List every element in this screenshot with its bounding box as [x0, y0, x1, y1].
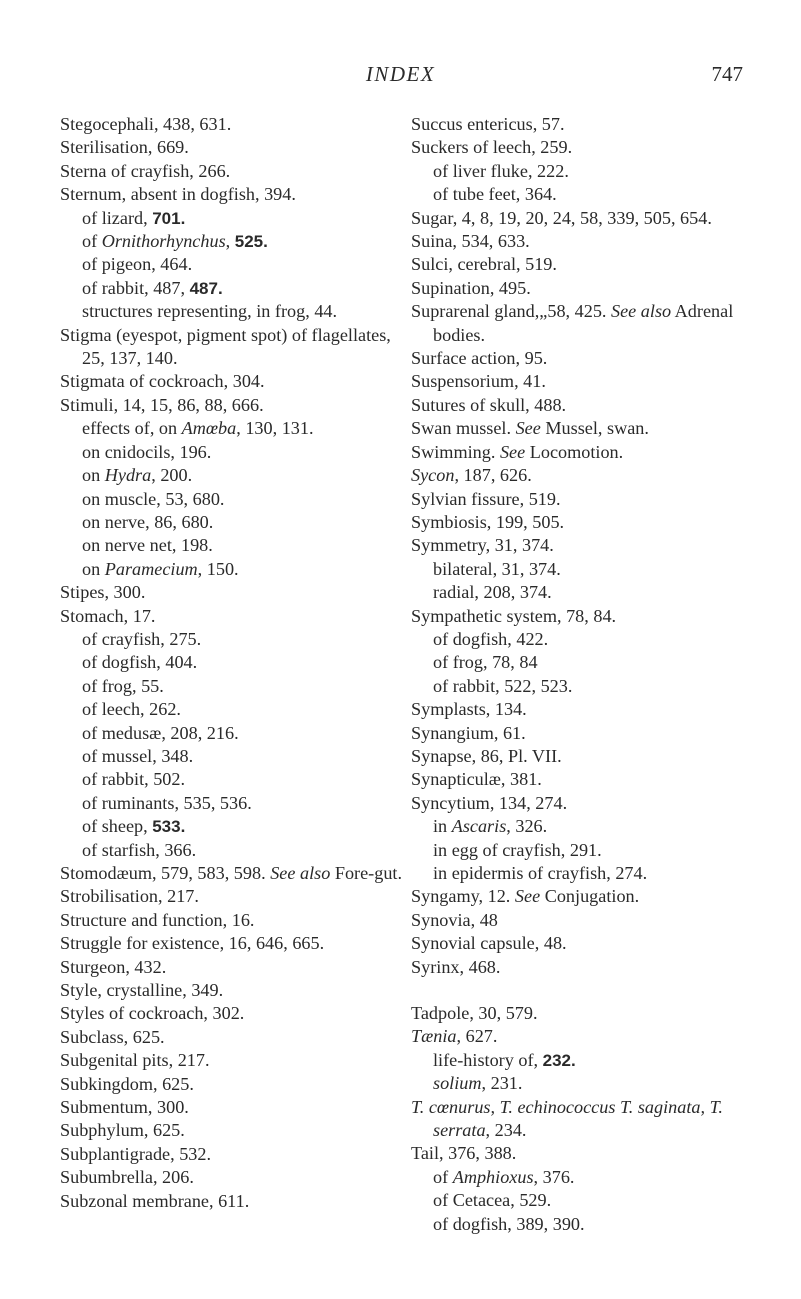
entry-italic-text: See: [514, 886, 541, 907]
entry-bold-page-ref: 232.: [542, 1050, 576, 1070]
index-entry: [60, 370, 410, 393]
entry-text: Tadpole, 30, 579.: [411, 1003, 538, 1024]
index-entry: [60, 909, 410, 932]
entry-after-text: , 234.: [485, 1120, 527, 1141]
index-entry: [411, 113, 761, 136]
entry-text: Sutures of skull, 488.: [411, 394, 567, 415]
entry-text: of leech, 262.: [82, 699, 181, 720]
entry-text: Stigma (eyespot, pigment spot) of flagellates, 25, 137, 140.: [60, 324, 391, 369]
entry-text: of frog, 55.: [82, 675, 164, 696]
index-entry: [60, 160, 410, 183]
entry-text: on muscle, 53, 680.: [82, 488, 225, 509]
entry-text: of starfish, 366.: [82, 839, 197, 860]
entry-text: Subkingdom, 625.: [60, 1073, 194, 1094]
entry-text: of Cetacea, 529.: [433, 1190, 552, 1211]
index-entry: [60, 862, 410, 885]
entry-after-text: Conjugation.: [540, 886, 640, 907]
entry-bold-page-ref: 533.: [152, 817, 186, 837]
entry-after-text: , 130, 131.: [236, 418, 314, 439]
entry-after-text: , 231.: [481, 1073, 523, 1094]
entry-italic-text: solium: [433, 1073, 482, 1094]
entry-text: in epidermis of crayfish, 274.: [433, 863, 648, 883]
entry-text: in: [433, 816, 452, 837]
index-entry: [411, 511, 761, 534]
entry-text: Stigmata of cockroach, 304.: [60, 371, 265, 392]
index-entry: [411, 464, 761, 487]
index-entry: [411, 885, 761, 908]
index-entry: [60, 1049, 410, 1072]
index-entry: [411, 488, 761, 511]
index-entry: [60, 768, 410, 791]
entry-text: Strobilisation, 217.: [60, 886, 199, 907]
entry-text: of: [433, 1166, 453, 1187]
entry-text: Succus entericus, 57.: [411, 114, 565, 134]
index-entry: [60, 1026, 410, 1049]
entry-text: bilateral, 31, 374.: [433, 558, 561, 579]
index-entry: [60, 1190, 410, 1213]
entry-text: Swan mussel.: [411, 418, 516, 439]
index-entry: [60, 230, 410, 253]
index-entry: [60, 979, 410, 1002]
index-entry: [60, 698, 410, 721]
index-entry: [411, 1189, 761, 1212]
entry-italic-text: Amœba: [181, 418, 237, 439]
index-entry: [411, 932, 761, 955]
entry-italic-text: Ascaris: [451, 816, 507, 837]
entry-italic-text: Amphioxus: [452, 1166, 534, 1187]
index-entry: [60, 675, 410, 698]
index-entry: [60, 605, 410, 628]
index-entry: [411, 183, 761, 206]
entry-text: effects of, on: [82, 418, 182, 439]
entry-text: of dogfish, 404.: [82, 652, 198, 673]
entry-text: Struggle for existence, 16, 646, 665.: [60, 933, 325, 954]
index-entry: [411, 675, 761, 698]
index-entry: [60, 324, 410, 371]
entry-text: of ruminants, 535, 536.: [82, 792, 252, 813]
entry-text: Structure and function, 16.: [60, 909, 255, 930]
entry-text: Sternum, absent in dogfish, 394.: [60, 184, 296, 205]
entry-italic-text: Hydra: [104, 465, 152, 486]
entry-bold-page-ref: 701.: [152, 208, 186, 228]
index-entry: [60, 488, 410, 511]
entry-text: life-history of,: [433, 1049, 543, 1070]
index-entry: [411, 441, 761, 464]
entry-text: of dogfish, 422.: [433, 628, 549, 649]
entry-text: Suckers of leech, 259.: [411, 137, 573, 158]
index-entry: [60, 722, 410, 745]
index-entry: [411, 253, 761, 276]
index-entry: [60, 1143, 410, 1166]
index-entry: [60, 558, 410, 581]
entry-text: of sheep,: [82, 816, 153, 837]
index-entry: [411, 558, 761, 581]
entry-text: on: [82, 465, 105, 486]
index-entry: [411, 1049, 761, 1072]
entry-after-text: , 200.: [151, 465, 193, 486]
entry-text: of crayfish, 275.: [82, 628, 202, 649]
entry-italic-text: T. cœnurus, T. echinococcus T. saginata, T. serrata: [411, 1096, 723, 1141]
entry-text: Style, crystalline, 349.: [60, 980, 224, 1001]
entry-italic-text: Tænia: [411, 1026, 457, 1047]
index-entry: [411, 698, 761, 721]
entry-text: Subumbrella, 206.: [60, 1167, 194, 1188]
entry-after-text: Adrenal bodies.: [433, 301, 734, 345]
entry-italic-text: See: [499, 441, 526, 462]
index-entry: [60, 932, 410, 955]
index-entry: [60, 277, 410, 300]
page-header: [0, 62, 801, 92]
entry-text: on nerve net, 198.: [82, 535, 213, 556]
entry-text: Stipes, 300.: [60, 582, 146, 603]
entry-text: Subplantigrade, 532.: [60, 1143, 212, 1164]
entry-text: Sugar, 4, 8, 19, 20, 24, 58, 339, 505, 654.: [411, 207, 712, 228]
entry-text: of liver fluke, 222.: [433, 160, 569, 181]
entry-after-text: , 187, 626.: [454, 465, 532, 486]
entry-text: in egg of crayfish, 291.: [433, 839, 602, 860]
index-entry: [411, 300, 761, 347]
entry-text: Syngamy, 12.: [411, 886, 515, 907]
entry-text: of lizard,: [82, 207, 153, 228]
entry-italic-text: See also: [611, 301, 672, 322]
index-entry: [60, 956, 410, 979]
index-entry: [411, 909, 761, 932]
entry-text: Sturgeon, 432.: [60, 956, 167, 977]
entry-text: of: [82, 231, 102, 252]
index-entry: [60, 441, 410, 464]
index-entry: [411, 628, 761, 651]
entry-text: Suprarenal gland,„58, 425.: [411, 301, 612, 322]
index-entry: [411, 722, 761, 745]
entry-text: on cnidocils, 196.: [82, 441, 212, 462]
index-entry: [411, 277, 761, 300]
entry-text: radial, 208, 374.: [433, 582, 552, 603]
index-entry: [411, 792, 761, 815]
index-entry: [60, 417, 410, 440]
index-entry: [411, 230, 761, 253]
entry-text: Supination, 495.: [411, 277, 531, 298]
index-entry: [411, 1213, 761, 1236]
entry-bold-page-ref: 487.: [189, 278, 223, 298]
index-entry: [60, 1073, 410, 1096]
entry-text: Submentum, 300.: [60, 1097, 189, 1118]
entry-after-text: Locomotion.: [525, 441, 624, 462]
entry-after-text: , 627.: [456, 1026, 498, 1047]
entry-text: of pigeon, 464.: [82, 254, 193, 275]
entry-text: Syncytium, 134, 274.: [411, 792, 568, 813]
entry-after-text: , 376.: [533, 1166, 575, 1187]
index-entry: [411, 839, 761, 862]
entry-text: Subzonal membrane, 611.: [60, 1190, 250, 1211]
index-entry: [411, 956, 761, 979]
entry-after-text: Mussel, swan.: [540, 418, 649, 439]
entry-text: Tail, 376, 388.: [411, 1143, 517, 1164]
entry-italic-text: Ornithorhynchus: [101, 231, 226, 252]
index-entry: [411, 417, 761, 440]
entry-text: Sterilisation, 669.: [60, 137, 189, 158]
index-entry: [411, 1166, 761, 1189]
entry-italic-text: See also: [270, 863, 331, 883]
entry-text: of tube feet, 364.: [433, 184, 557, 205]
index-entry: [60, 745, 410, 768]
entry-text: Syrinx, 468.: [411, 956, 501, 977]
page-number: 747: [711, 62, 743, 86]
entry-italic-text: Paramecium: [104, 558, 198, 579]
entry-text: of rabbit, 522, 523.: [433, 675, 573, 696]
entry-italic-text: Sycon: [411, 465, 455, 486]
index-entry: [60, 136, 410, 159]
entry-after-text: , 326.: [506, 816, 548, 837]
entry-after-text: Fore-gut.: [330, 863, 403, 883]
index-entry: [411, 651, 761, 674]
index-entry: [411, 815, 761, 838]
index-entry: [411, 1025, 761, 1048]
index-entry: [411, 136, 761, 159]
entry-text: Stimuli, 14, 15, 86, 88, 666.: [60, 394, 264, 415]
entry-text: Symmetry, 31, 374.: [411, 535, 554, 556]
index-entry: [60, 1096, 410, 1119]
entry-text: of dogfish, 389, 390.: [433, 1213, 585, 1234]
index-entry: [411, 1142, 761, 1165]
entry-text: Sylvian fissure, 519.: [411, 488, 561, 509]
entry-text: Symplasts, 134.: [411, 699, 527, 720]
index-entry: [60, 207, 410, 230]
index-entry: [411, 605, 761, 628]
entry-text: Stegocephali, 438, 631.: [60, 114, 232, 134]
index-entry: [60, 183, 410, 206]
entry-text: Stomodæum, 579, 583, 598.: [60, 863, 271, 883]
index-entry: [411, 160, 761, 183]
index-entry: [60, 300, 410, 323]
index-entry: [60, 253, 410, 276]
entry-text: Swimming.: [411, 441, 500, 462]
entry-text: of mussel, 348.: [82, 745, 194, 766]
entry-text: Subclass, 625.: [60, 1026, 165, 1047]
index-entry: [411, 581, 761, 604]
index-entry: [411, 394, 761, 417]
index-entry: [60, 581, 410, 604]
index-entry: [60, 792, 410, 815]
entry-text: of rabbit, 487,: [82, 277, 190, 298]
index-entry: [60, 534, 410, 557]
entry-text: Subphylum, 625.: [60, 1120, 185, 1141]
entry-text: Sympathetic system, 78, 84.: [411, 605, 617, 626]
entry-text: Suina, 534, 633.: [411, 231, 530, 252]
index-entry: [411, 862, 761, 885]
index-entry: [60, 464, 410, 487]
entry-text: Synovia, 48: [411, 909, 498, 930]
index-entry: [411, 534, 761, 557]
index-entry: [411, 1002, 761, 1025]
entry-text: structures representing, in frog, 44.: [82, 301, 338, 322]
entry-bold-page-ref: 525.: [234, 232, 268, 252]
index-column-right: [411, 113, 761, 1236]
index-entry: [60, 113, 410, 136]
entry-text: on nerve, 86, 680.: [82, 511, 214, 532]
entry-text: Styles of cockroach, 302.: [60, 1003, 245, 1024]
index-entry: [60, 1002, 410, 1025]
entry-text: Synapticulæ, 381.: [411, 769, 542, 790]
entry-text: Subgenital pits, 217.: [60, 1050, 210, 1071]
entry-text: Surface action, 95.: [411, 348, 548, 369]
index-entry: [60, 628, 410, 651]
entry-text: of medusæ, 208, 216.: [82, 722, 239, 743]
index-entry: [60, 885, 410, 908]
index-entry: [411, 347, 761, 370]
entry-text: of frog, 78, 84: [433, 652, 538, 673]
index-entry: [411, 768, 761, 791]
entry-after-text: , 150.: [197, 558, 239, 579]
entry-text: Sterna of crayfish, 266.: [60, 160, 231, 181]
index-entry: [60, 1166, 410, 1189]
entry-text: Suspensorium, 41.: [411, 371, 546, 392]
entry-text: Stomach, 17.: [60, 605, 156, 626]
index-entry: [60, 511, 410, 534]
entry-text: Symbiosis, 199, 505.: [411, 511, 565, 532]
index-entry: [60, 1119, 410, 1142]
index-entry: [60, 839, 410, 862]
index-entry: [60, 815, 410, 838]
index-entry: [411, 207, 761, 230]
entry-text: of rabbit, 502.: [82, 769, 186, 790]
index-entry: [411, 1072, 761, 1095]
index-entry: [60, 651, 410, 674]
index-entry: [411, 745, 761, 768]
index-entry: [411, 370, 761, 393]
entry-text: Sulci, cerebral, 519.: [411, 254, 557, 275]
entry-text: on: [82, 558, 105, 579]
index-entry: [411, 1096, 761, 1143]
index-column-left: [60, 113, 410, 1213]
running-title: INDEX: [365, 62, 436, 86]
entry-text: Synangium, 61.: [411, 722, 526, 743]
entry-text: Synovial capsule, 48.: [411, 933, 567, 954]
index-entry: [60, 394, 410, 417]
entry-italic-text: See: [515, 418, 541, 439]
entry-text: Synapse, 86, Pl. VII.: [411, 745, 562, 766]
entry-after-text: ,: [225, 231, 235, 252]
